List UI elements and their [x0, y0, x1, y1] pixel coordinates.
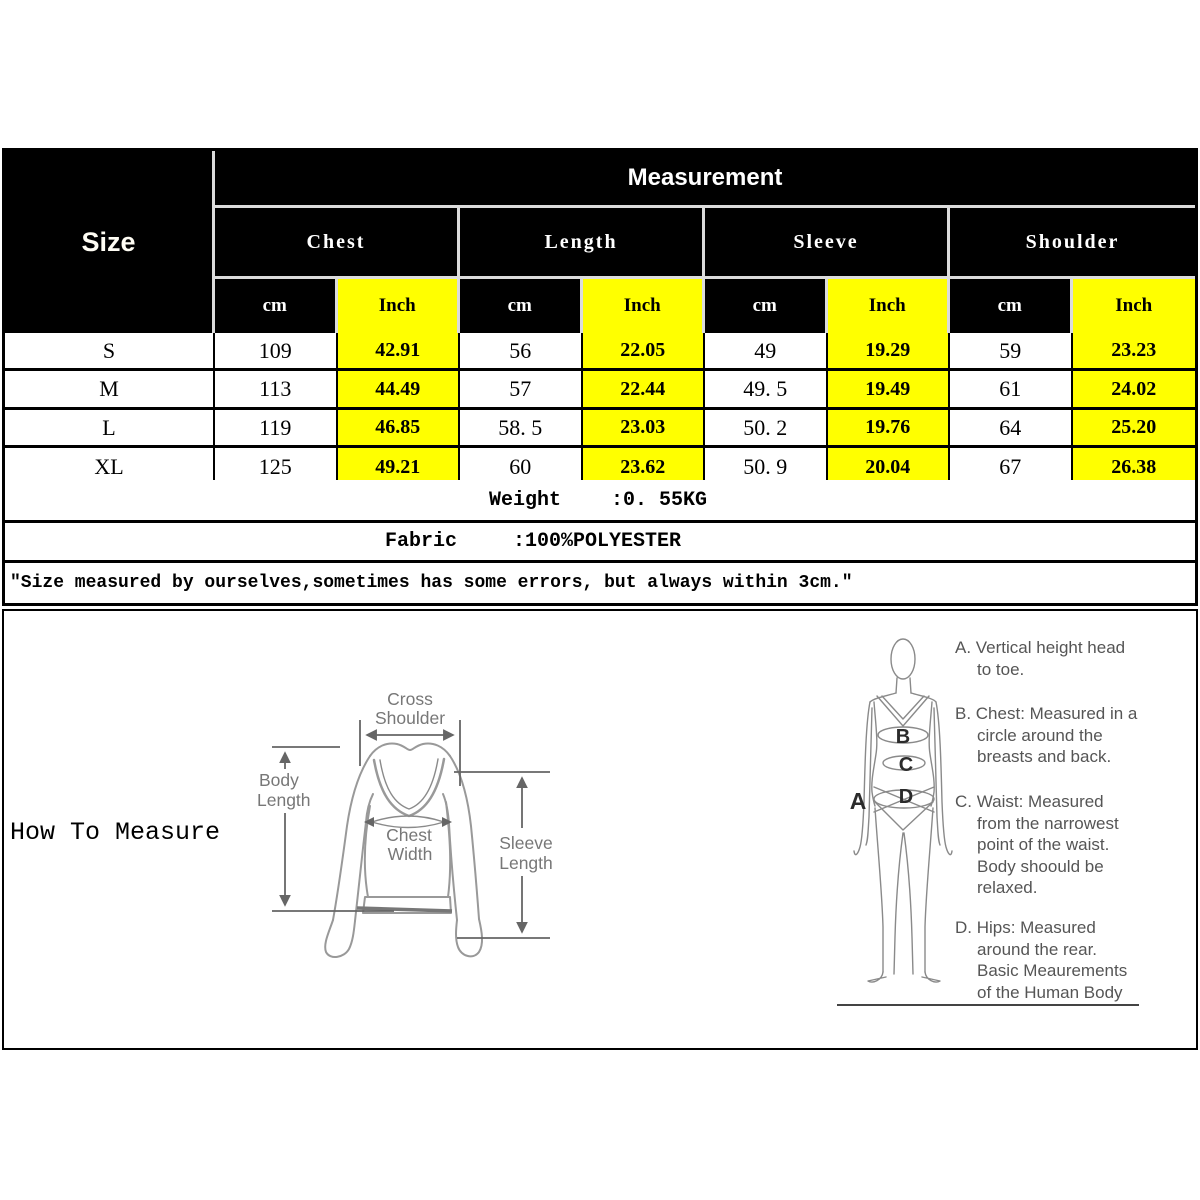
shirt-measure-diagram — [252, 682, 572, 977]
figure-letter-d: D — [898, 786, 914, 808]
figure-letter-c: C — [898, 754, 914, 776]
instruction-hips: D. Hips: Measured around the rear. Basic Meaurements of the Human Body — [955, 918, 1128, 1002]
fabric-value: :100%POLYESTER — [513, 530, 682, 553]
body-length-label: Body — [259, 770, 299, 790]
figure-letter-a: A — [849, 788, 867, 814]
value-cell: 60 — [460, 448, 583, 486]
body-length-label: Length — [257, 790, 311, 810]
value-cell: 61 — [950, 371, 1073, 410]
weight-value: :0. 55KG — [611, 488, 708, 512]
value-cell: 49 — [705, 333, 828, 371]
value-cell: 46.85 — [338, 410, 461, 448]
value-cell: 26.38 — [1073, 448, 1196, 486]
sleeve-length-label: Sleeve — [499, 833, 553, 853]
unit-header-sleeve-inch: Inch — [828, 279, 951, 333]
value-cell: 42.91 — [338, 333, 461, 371]
value-cell: 64 — [950, 410, 1073, 448]
cross-shoulder-arrow — [360, 720, 460, 786]
chest-width-label: Chest — [386, 825, 432, 845]
value-cell: 119 — [215, 410, 338, 448]
value-cell: 19.76 — [828, 410, 951, 448]
value-cell: 19.29 — [828, 333, 951, 371]
value-cell: 49. 5 — [705, 371, 828, 410]
chest-width-label: Width — [387, 844, 433, 864]
note-row — [2, 563, 1198, 606]
weight-label: Weight — [489, 488, 562, 512]
size-cell: M — [5, 371, 215, 410]
group-header-sleeve: Sleeve — [705, 208, 950, 279]
fabric-row — [2, 523, 1198, 563]
body-measure-diagram — [828, 622, 968, 1022]
value-cell: 58. 5 — [460, 410, 583, 448]
value-cell: 50. 2 — [705, 410, 828, 448]
size-column-header: Size — [5, 151, 215, 333]
value-cell: 22.05 — [583, 333, 706, 371]
value-cell: 23.03 — [583, 410, 706, 448]
size-cell: L — [5, 410, 215, 448]
value-cell: 20.04 — [828, 448, 951, 486]
unit-header-sleeve-cm: cm — [705, 279, 828, 333]
figure-letter-b: B — [895, 726, 911, 748]
value-cell: 44.49 — [338, 371, 461, 410]
unit-header-length-inch: Inch — [583, 279, 706, 333]
value-cell: 125 — [215, 448, 338, 486]
instruction-waist: C. Waist: Measured from the narrowest point of the waist. Body shoould be relaxed. — [955, 792, 1119, 897]
value-cell: 22.44 — [583, 371, 706, 410]
instruction-height: A. Vertical height head to toe. — [955, 638, 1126, 679]
value-cell: 23.23 — [1073, 333, 1196, 371]
value-cell: 57 — [460, 371, 583, 410]
measurement-header: Measurement — [215, 151, 1195, 208]
value-cell: 113 — [215, 371, 338, 410]
weight-row — [2, 480, 1198, 523]
how-to-measure-title: How To Measure — [10, 818, 221, 847]
group-header-chest: Chest — [215, 208, 460, 279]
size-cell: S — [5, 333, 215, 371]
cross-shoulder-label: Cross — [387, 689, 433, 709]
how-to-measure-section — [2, 609, 1198, 1050]
value-cell: 24.02 — [1073, 371, 1196, 410]
value-cell: 56 — [460, 333, 583, 371]
size-cell: XL — [5, 448, 215, 486]
value-cell: 19.49 — [828, 371, 951, 410]
unit-header-chest-inch: Inch — [338, 279, 461, 333]
value-cell: 59 — [950, 333, 1073, 371]
instructions-underline — [837, 1004, 1139, 1006]
value-cell: 49.21 — [338, 448, 461, 486]
size-table — [2, 148, 1198, 489]
unit-header-shoulder-inch: Inch — [1073, 279, 1196, 333]
value-cell: 50. 9 — [705, 448, 828, 486]
measure-tolerance-note: ″Size measured by ourselves,sometimes has some errors, but always within 3cm.″ — [10, 573, 853, 593]
value-cell: 25.20 — [1073, 410, 1196, 448]
sleeve-length-label: Length — [499, 853, 553, 873]
instruction-chest: B. Chest: Measured in a circle around the breasts and back. — [955, 704, 1138, 766]
cross-shoulder-label: Shoulder — [374, 708, 446, 728]
value-cell: 67 — [950, 448, 1073, 486]
value-cell: 23.62 — [583, 448, 706, 486]
unit-header-shoulder-cm: cm — [950, 279, 1073, 333]
value-cell: 109 — [215, 333, 338, 371]
unit-header-chest-cm: cm — [215, 279, 338, 333]
group-header-shoulder: Shoulder — [950, 208, 1195, 279]
unit-header-length-cm: cm — [460, 279, 583, 333]
fabric-label: Fabric — [385, 530, 458, 553]
body-outline — [854, 639, 952, 982]
group-header-length: Length — [460, 208, 705, 279]
